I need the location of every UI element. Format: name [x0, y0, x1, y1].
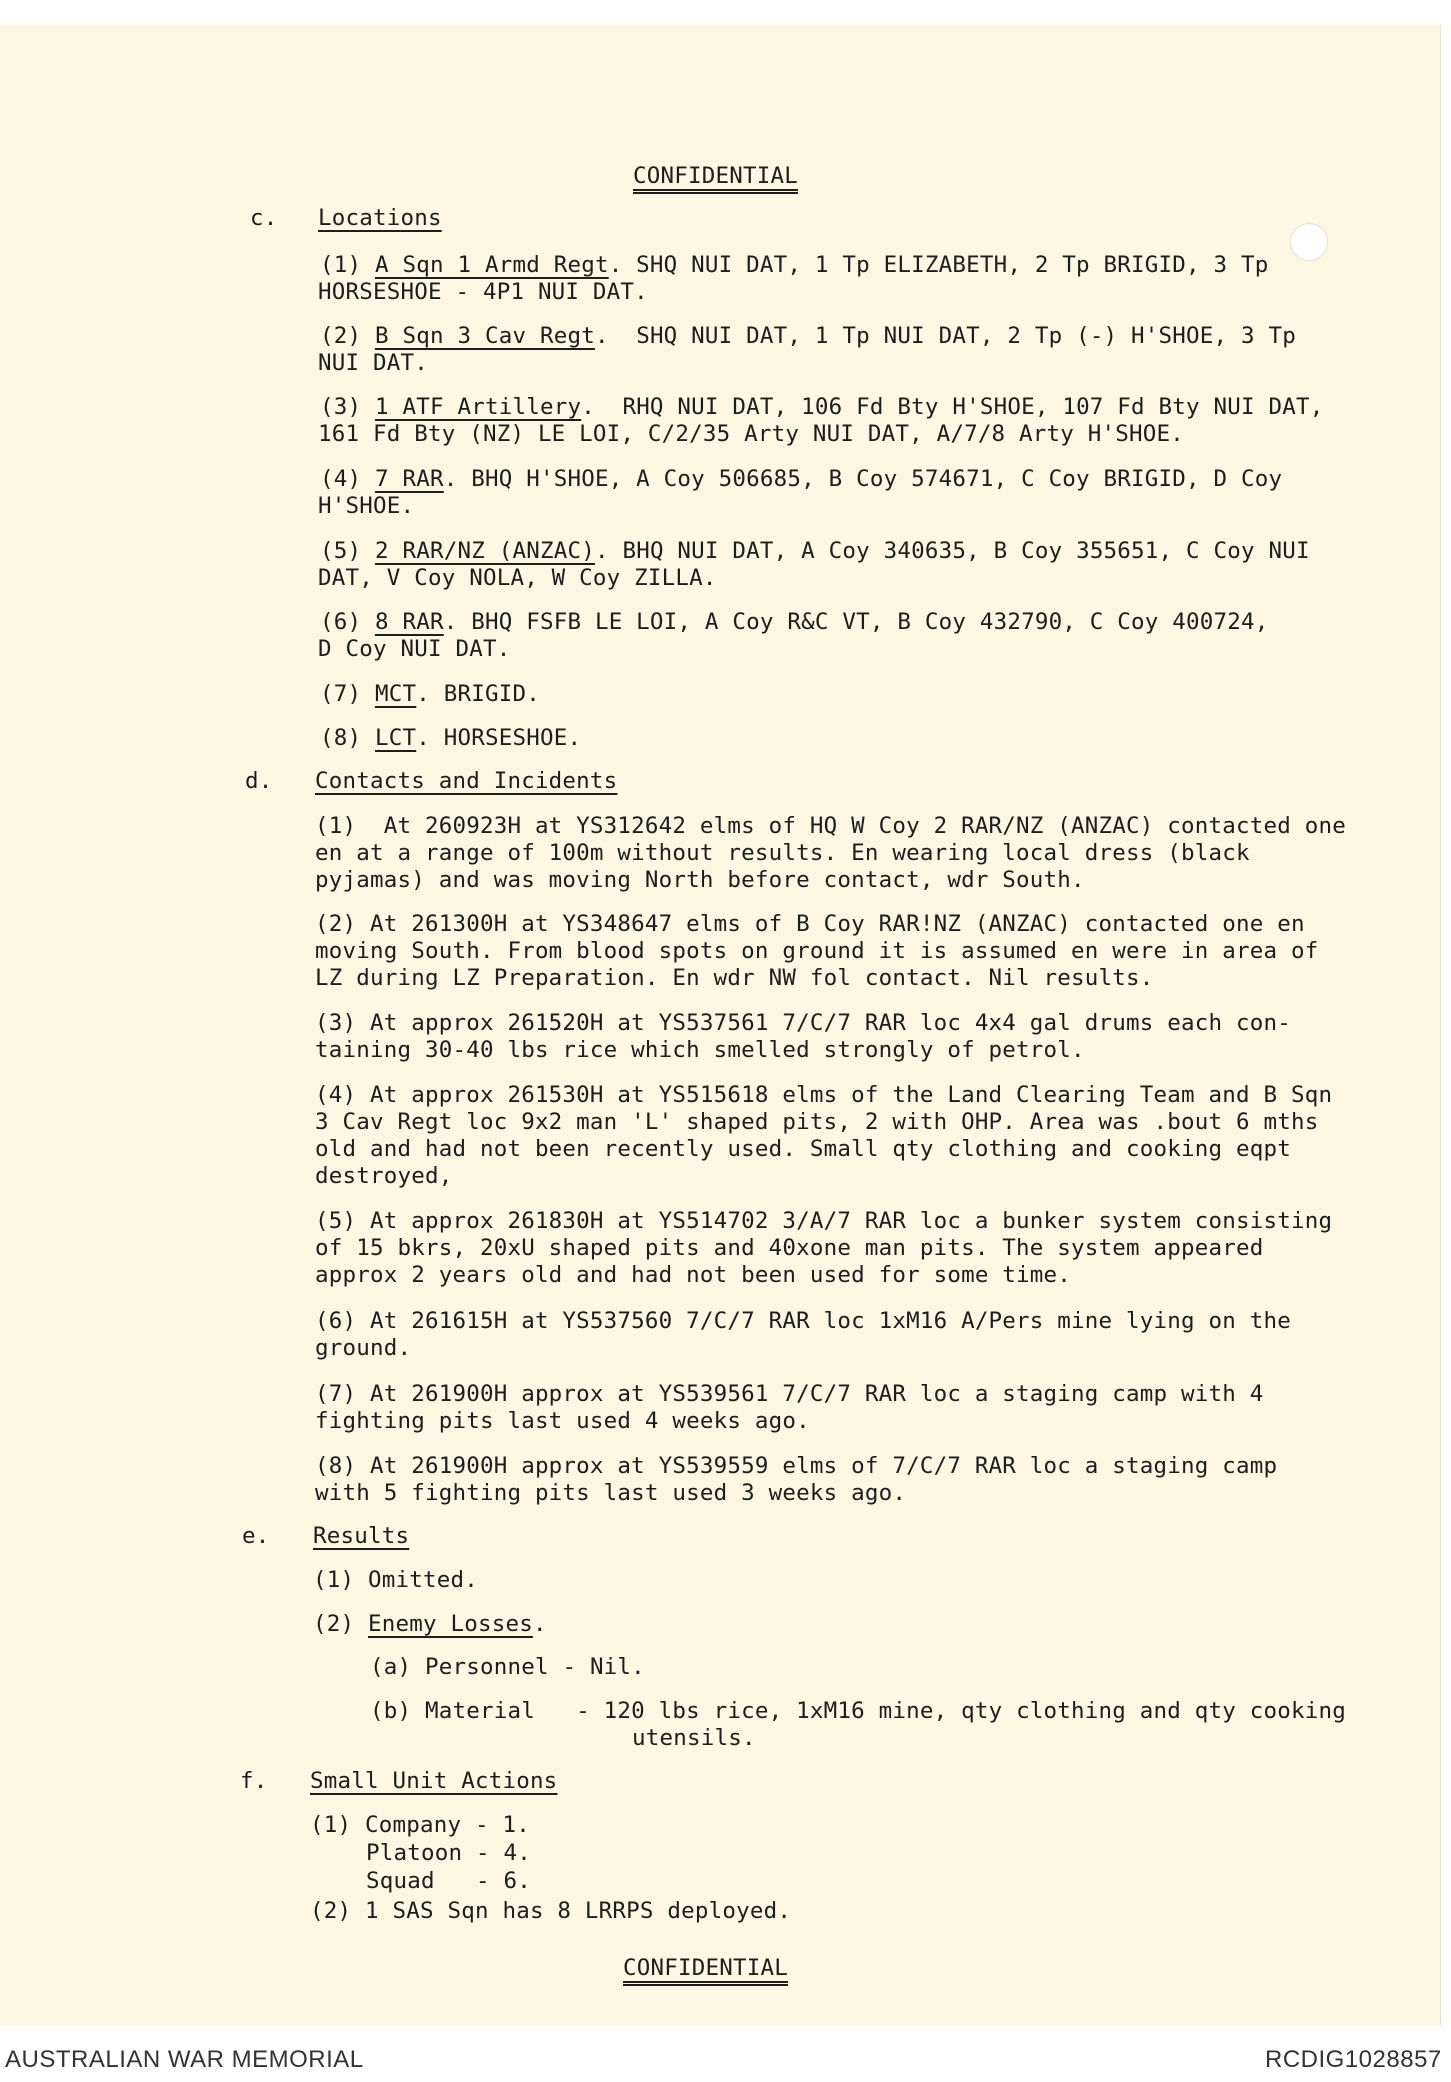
- contact-para-4-line2: 3 Cav Regt loc 9x2 man 'L' shaped pits, 2 with OHP. Area was .bout 6 mths: [315, 1109, 1319, 1135]
- unit-name: 2 RAR/NZ (ANZAC): [375, 538, 595, 564]
- section-c-title: Locations: [318, 205, 442, 231]
- contact-para-2-line1: (2) At 261300H at YS348647 elms of B Coy RAR!NZ (ANZAC) contacted one en: [315, 911, 1305, 937]
- location-item-2-line2: NUI DAT.: [318, 350, 428, 376]
- contact-para-6-line1: (6) At 261615H at YS537560 7/C/7 RAR loc 1xM16 A/Pers mine lying on the: [315, 1308, 1291, 1334]
- unit-name: LCT: [375, 725, 417, 751]
- punch-hole: [1290, 223, 1328, 261]
- section-f-title: Small Unit Actions: [310, 1768, 558, 1794]
- contact-para-5-line2: of 15 bkrs, 20xU shaped pits and 40xone man pits. The system appeared: [315, 1235, 1264, 1261]
- results-omitted: (1) Omitted.: [313, 1567, 478, 1593]
- sua-platoon: Platoon - 4.: [366, 1840, 531, 1866]
- sua-squad: Squad - 6.: [366, 1868, 531, 1894]
- location-item-3-line2: 161 Fd Bty (NZ) LE LOI, C/2/35 Arty NUI DAT, A/7/8 Arty H'SHOE.: [318, 421, 1185, 447]
- losses-material-line2: utensils.: [632, 1725, 756, 1751]
- location-item-3: (3) 1 ATF Artillery. RHQ NUI DAT, 106 Fd Bty H'SHOE, 107 Fd Bty NUI DAT,: [320, 394, 1324, 420]
- section-d-title: Contacts and Incidents: [315, 768, 618, 794]
- header-confidential: CONFIDENTIAL: [633, 163, 798, 189]
- location-item-5: (5) 2 RAR/NZ (ANZAC). BHQ NUI DAT, A Coy 340635, B Coy 355651, C Coy NUI: [320, 538, 1310, 564]
- location-item-5-line2: DAT, V Coy NOLA, W Coy ZILLA.: [318, 565, 717, 591]
- location-item-2: (2) B Sqn 3 Cav Regt. SHQ NUI DAT, 1 Tp NUI DAT, 2 Tp (-) H'SHOE, 3 Tp: [320, 323, 1297, 349]
- unit-name: MCT: [375, 681, 417, 707]
- contact-para-2-line3: LZ during LZ Preparation. En wdr NW fol contact. Nil results.: [315, 965, 1154, 991]
- contact-para-3-line2: taining 30-40 lbs rice which smelled strongly of petrol.: [315, 1037, 1085, 1063]
- unit-name: 8 RAR: [375, 609, 444, 635]
- contact-para-4-line1: (4) At approx 261530H at YS515618 elms of the Land Clearing Team and B Sqn: [315, 1082, 1333, 1108]
- contact-para-6-line2: ground.: [315, 1335, 412, 1361]
- contact-para-8-line2: with 5 fighting pits last used 3 weeks ago.: [315, 1480, 907, 1506]
- location-item-7: (7) MCT. BRIGID.: [320, 681, 540, 707]
- archive-label: AUSTRALIAN WAR MEMORIAL: [5, 2046, 364, 2073]
- location-item-1-line2: HORSESHOE - 4P1 NUI DAT.: [318, 279, 648, 305]
- unit-name: A Sqn 1 Armd Regt: [375, 252, 609, 278]
- contact-para-4-line3: old and had not been recently used. Small qty clothing and cooking eqpt: [315, 1136, 1291, 1162]
- unit-name: 7 RAR: [375, 466, 444, 492]
- contact-para-4-line4: destroyed,: [315, 1163, 453, 1189]
- sua-sas: (2) 1 SAS Sqn has 8 LRRPS deployed.: [310, 1898, 792, 1924]
- contact-para-3-line1: (3) At approx 261520H at YS537561 7/C/7 RAR loc 4x4 gal drums each con-: [315, 1010, 1291, 1036]
- sua-company: (1) Company - 1.: [310, 1812, 530, 1838]
- location-item-4-line2: H'SHOE.: [318, 493, 415, 519]
- archive-id: RCDIG1028857: [1265, 2046, 1442, 2073]
- contact-para-7-line1: (7) At 261900H approx at YS539561 7/C/7 RAR loc a staging camp with 4: [315, 1381, 1264, 1407]
- contact-para-2-line2: moving South. From blood spots on ground it is assumed en were in area of: [315, 938, 1319, 964]
- unit-name: 1 ATF Artillery: [375, 394, 582, 420]
- location-item-6-line2: D Coy NUI DAT.: [318, 636, 511, 662]
- location-item-4: (4) 7 RAR. BHQ H'SHOE, A Coy 506685, B Coy 574671, C Coy BRIGID, D Coy: [320, 466, 1283, 492]
- contact-para-5-line3: approx 2 years old and had not been used for some time.: [315, 1262, 1072, 1288]
- location-item-8: (8) LCT. HORSESHOE.: [320, 725, 582, 751]
- section-d-letter: d.: [245, 768, 273, 794]
- section-c-letter: c.: [250, 205, 278, 231]
- footer-confidential: CONFIDENTIAL: [623, 1955, 788, 1981]
- contact-para-1-line3: pyjamas) and was moving North before contact, wdr South.: [315, 867, 1085, 893]
- results-enemy-losses: (2) Enemy Losses.: [313, 1611, 547, 1637]
- location-item-6: (6) 8 RAR. BHQ FSFB LE LOI, A Coy R&C VT, B Coy 432790, C Coy 400724,: [320, 609, 1269, 635]
- unit-name: B Sqn 3 Cav Regt: [375, 323, 595, 349]
- contact-para-8-line1: (8) At 261900H approx at YS539559 elms of 7/C/7 RAR loc a staging camp: [315, 1453, 1278, 1479]
- section-f-letter: f.: [240, 1768, 268, 1794]
- section-e-letter: e.: [242, 1523, 270, 1549]
- contact-para-5-line1: (5) At approx 261830H at YS514702 3/A/7 RAR loc a bunker system consisting: [315, 1208, 1333, 1234]
- contact-para-1-line2: en at a range of 100m without results. En wearing local dress (black: [315, 840, 1250, 866]
- section-e-title: Results: [313, 1523, 410, 1549]
- losses-material: (b) Material - 120 lbs rice, 1xM16 mine, qty clothing and qty cooking: [370, 1698, 1346, 1724]
- contact-para-1-line1: (1) At 260923H at YS312642 elms of HQ W Coy 2 RAR/NZ (ANZAC) contacted one: [315, 813, 1346, 839]
- contact-para-7-line2: fighting pits last used 4 weeks ago.: [315, 1408, 810, 1434]
- location-item-1: (1) A Sqn 1 Armd Regt. SHQ NUI DAT, 1 Tp ELIZABETH, 2 Tp BRIGID, 3 Tp: [320, 252, 1269, 278]
- losses-personnel: (a) Personnel - Nil.: [370, 1654, 645, 1680]
